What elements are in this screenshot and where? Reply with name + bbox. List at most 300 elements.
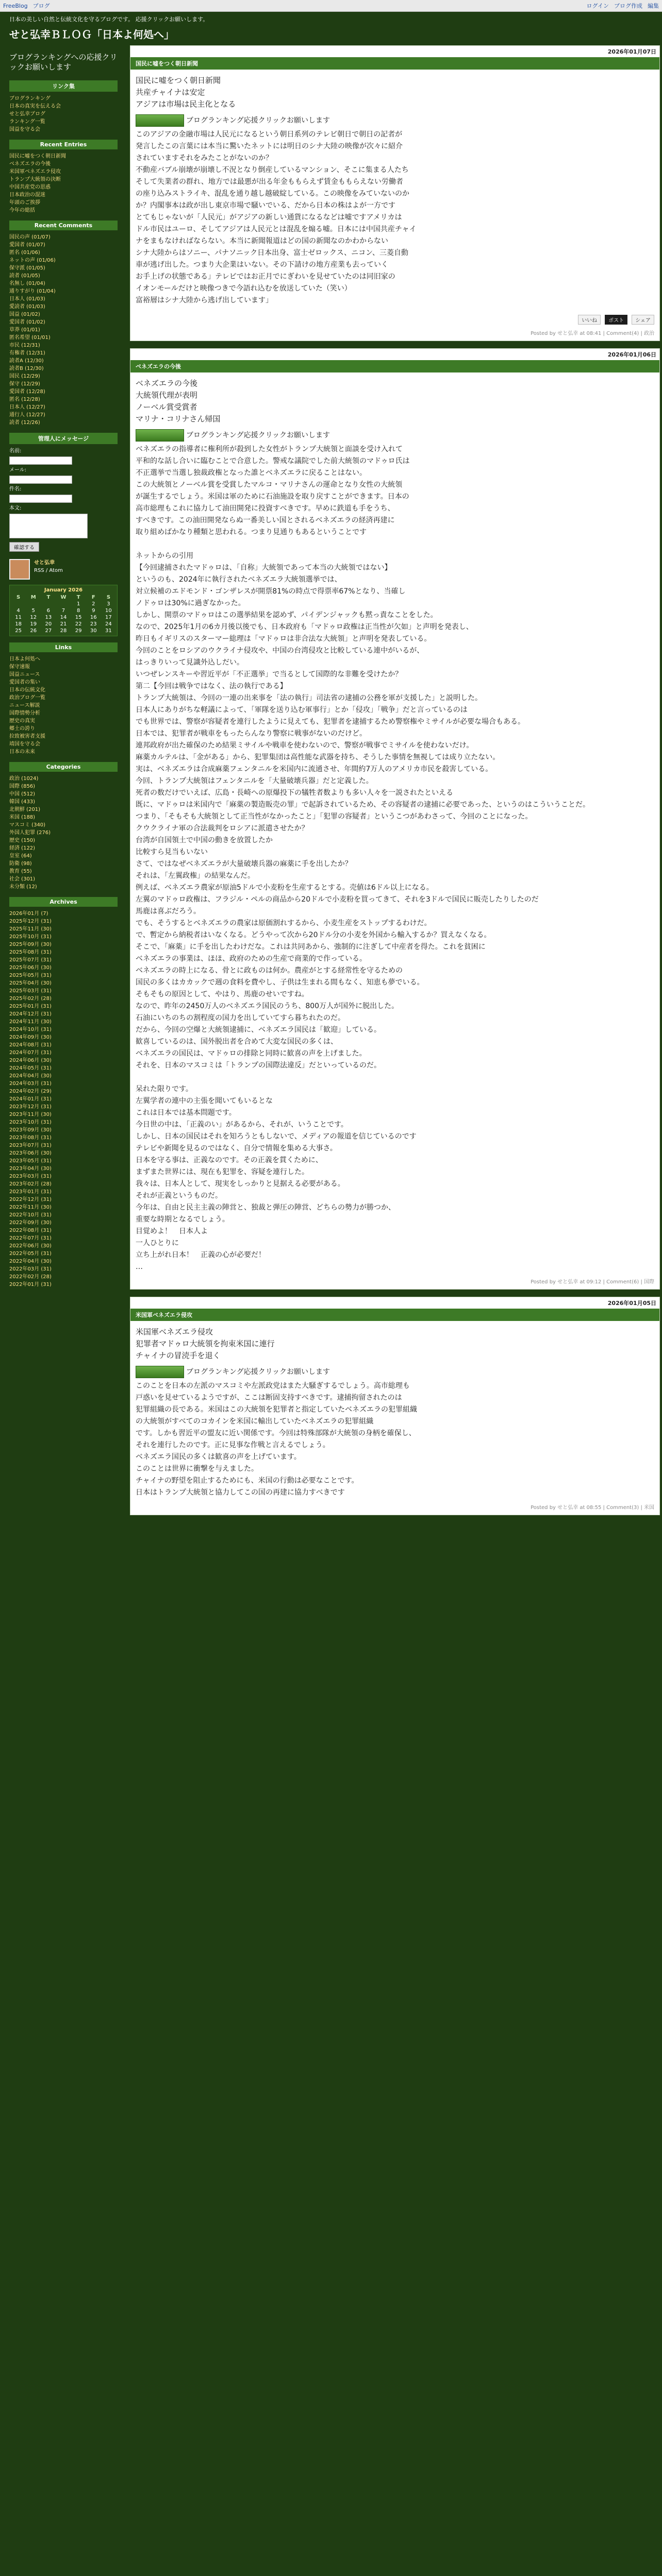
- archive-item[interactable]: 2025年09月 (30): [9, 942, 52, 947]
- sidebar-section-list: [9, 95, 118, 133]
- entry-body-line: 目覚めよ！ 日本人よ: [136, 1227, 208, 1235]
- links-item[interactable]: 国際情勢分析: [9, 710, 40, 716]
- entry-body-line: 一人ひとりに: [136, 1239, 179, 1247]
- sidebar-link[interactable]: 国民 (12/29): [9, 374, 40, 379]
- entry-body-line: 発言したこの言葉には本当に驚いたネットには明日のシナ大陸の映像が次々に紹介: [136, 142, 403, 150]
- entry-title[interactable]: 米国軍ベネズエラ侵攻: [130, 1309, 659, 1321]
- entry-body-line: ベネズエラ国民の多くは歓喜の声を上げています。: [136, 1453, 301, 1461]
- category-item[interactable]: 政治 (1024): [9, 776, 39, 782]
- archive-item[interactable]: 2024年06月 (30): [9, 1058, 52, 1063]
- sidebar-promo[interactable]: ブログランキングへの応援クリックお願いします: [9, 53, 118, 72]
- category-item[interactable]: 教育 (55): [9, 869, 32, 874]
- share-buttons: [130, 311, 659, 329]
- calendar-date[interactable]: 1: [76, 601, 80, 607]
- archive-item[interactable]: 2025年05月 (31): [9, 973, 52, 978]
- archive-item[interactable]: 2023年09月 (30): [9, 1127, 52, 1133]
- archive-item[interactable]: 2025年02月 (28): [9, 996, 52, 1002]
- calendar-date[interactable]: 19: [30, 621, 37, 627]
- entry-body-line: の大統領がすべてのコカインを米国に輸出していたベネズエラの犯罪組織: [136, 1417, 374, 1426]
- entry-body-line: ベネズエラの時上になる、骨とに政ものは何か。農産がとする経常性を守るための: [136, 967, 403, 975]
- category-item[interactable]: 韓国 (433): [9, 799, 36, 805]
- avatar[interactable]: [9, 559, 30, 580]
- sidebar-link[interactable]: 名無し (01/04): [9, 281, 45, 286]
- entry-body: [130, 70, 659, 311]
- entry-body-line: これは日本では基本問題です。: [136, 1109, 236, 1117]
- ranking-banner-text[interactable]: ブログランキング応援クリックお願いします: [186, 431, 330, 439]
- archive-item[interactable]: 2022年10月 (31): [9, 1212, 52, 1218]
- links-item[interactable]: 保守速報: [9, 664, 30, 670]
- archive-item[interactable]: 2023年10月 (31): [9, 1120, 52, 1125]
- entry-body-line: 歓喜しているのは、国外脱出者を合めて大変な国民の多くは、: [136, 1038, 338, 1046]
- archive-item[interactable]: 2024年02月 (29): [9, 1089, 52, 1094]
- entry-body-line: ノドゥロは30%に過ぎなかった。: [136, 599, 245, 607]
- sidebar-link[interactable]: ネットの声 (01/06): [9, 258, 56, 263]
- mail-email-input[interactable]: [9, 476, 72, 484]
- entry-body-line: 重要な時期となるでしょう。: [136, 1215, 229, 1224]
- sidebar-link[interactable]: 保守 (12/29): [9, 381, 40, 387]
- sidebar-link[interactable]: 国民に嘘をつく朝日新聞: [9, 154, 66, 159]
- sidebar-link[interactable]: 市民 (12/31): [9, 343, 40, 348]
- archive-item[interactable]: 2025年04月 (30): [9, 980, 52, 986]
- entry-body: [130, 1321, 659, 1503]
- calendar-day-header: S: [106, 595, 111, 600]
- links-item[interactable]: 日本よ何処へ: [9, 656, 40, 662]
- sidebar-link[interactable]: 日本の真実を伝える会: [9, 104, 61, 109]
- calendar-day-header: M: [30, 595, 36, 600]
- categories-list: [9, 775, 118, 891]
- calendar: [9, 585, 118, 636]
- entry-lead-line: 国民に嘘をつく朝日新聞: [136, 76, 221, 85]
- entry-lead-line: チャイナの冒涜手を退く: [136, 1351, 221, 1360]
- archive-item[interactable]: 2023年02月 (28): [9, 1181, 52, 1187]
- blog-description: 日本の美しい自然と伝統文化を守るブログです。 応援クリックお願いします。: [9, 16, 209, 23]
- calendar-date[interactable]: 5: [31, 608, 35, 614]
- entry-body-line: ベネズエラの事業は、ほほ、政府のための生産で商業的で作っている。: [136, 955, 367, 963]
- entry-lead-line: 犯罪者マドゥロ大統領を拘束米国に連行: [136, 1339, 275, 1348]
- mail-subject-label: 件名:: [9, 486, 22, 492]
- entry-body-line: 国民の多くはカカックで週の食料を費やし、子供は生まれる間もなく、知恵も夢でいる。: [136, 978, 424, 987]
- share-button[interactable]: いいね: [578, 315, 601, 325]
- calendar-date[interactable]: 9: [92, 608, 95, 614]
- archive-item[interactable]: 2024年07月 (31): [9, 1050, 52, 1056]
- entry-body-line: が誕生するでしょう。米国は軍のために石油施設を取り戻すことができます。日本の: [136, 493, 409, 501]
- calendar-date[interactable]: 27: [45, 628, 52, 634]
- calendar-date[interactable]: 23: [90, 621, 97, 627]
- entry-body-line: 犯罪組織の長である。米国はこの大統領を犯罪者と指定していたベネズエラの犯罪組織: [136, 1405, 417, 1414]
- sidebar-link[interactable]: 保守派 (01/05): [9, 265, 45, 271]
- archive-item[interactable]: 2026年01月 (7): [9, 911, 48, 917]
- sidebar-section-heading: Recent Comments: [9, 221, 118, 230]
- sidebar-link[interactable]: 有権者 (12/31): [9, 350, 45, 356]
- category-item[interactable]: 皇室 (64): [9, 853, 32, 859]
- entry-body-line: 不動産バブル崩壊が崩壊し不況となり倒産しているマンション、そこに集まる人たち: [136, 166, 409, 174]
- archives-list: [9, 910, 118, 1289]
- sidebar-link[interactable]: 日本政治の混迷: [9, 192, 45, 198]
- entry-spacer: [136, 1072, 654, 1083]
- entry-body-line: 左翼のマドゥロ政権は、フラジル・ペルの商品から20ドルで小麦粉を買ってきて、それを3ドルで国民に販売したりしたのだ: [136, 895, 539, 904]
- archive-item[interactable]: 2022年06月 (30): [9, 1243, 52, 1249]
- topbar-link-home[interactable]: FreeBlog: [3, 2, 28, 9]
- sidebar-link[interactable]: 通りすがり (01/04): [9, 289, 56, 294]
- blog-title[interactable]: せと弘幸ＢＬＯＧ「日本よ何処へ」: [9, 28, 174, 41]
- archive-item[interactable]: 2023年06月 (30): [9, 1150, 52, 1156]
- sidebar-link[interactable]: 今年の総括: [9, 208, 35, 213]
- sidebar-link[interactable]: 読者 (01/05): [9, 273, 40, 279]
- calendar-date[interactable]: 15: [75, 615, 82, 620]
- entry-body-line: なので、2025年1月の6カ月後以後でも、日本政府も「マドゥロ政権は正当性が欠如」と声明を発表し、: [136, 623, 473, 631]
- calendar-date: [27, 601, 40, 607]
- calendar-date[interactable]: 25: [15, 628, 22, 634]
- topbar-link-login[interactable]: ログイン: [586, 3, 609, 9]
- sidebar-link[interactable]: トランプ大統領の決断: [9, 177, 61, 182]
- archive-item[interactable]: 2024年11月 (30): [9, 1019, 52, 1025]
- blog-entry: [130, 1297, 660, 1515]
- archive-item[interactable]: 2024年05月 (31): [9, 1065, 52, 1071]
- entry-lead-line: ベネズエラの今後: [136, 379, 198, 388]
- entry-body-line: 立ち上がれ日本！ 正義の心が必要だ！: [136, 1251, 266, 1259]
- sidebar: [0, 45, 124, 1522]
- blog-header: [0, 12, 662, 45]
- sidebar-link[interactable]: 愛国者 (12/28): [9, 389, 45, 395]
- links-item[interactable]: 拉致被害者支援: [9, 734, 45, 739]
- calendar-date[interactable]: 7: [61, 608, 65, 614]
- mail-body-textarea[interactable]: [9, 514, 88, 538]
- calendar-date[interactable]: 16: [90, 615, 97, 620]
- links-item[interactable]: ニュース解説: [9, 703, 40, 708]
- sidebar-link[interactable]: 草莽 (01/01): [9, 327, 40, 333]
- topbar-link-blog[interactable]: ブログ: [32, 3, 50, 9]
- links-item[interactable]: 靖国を守る会: [9, 741, 40, 747]
- archive-item[interactable]: 2025年11月 (30): [9, 926, 52, 932]
- sidebar-link[interactable]: 国民の声 (01/07): [9, 234, 51, 240]
- entry-lead-line: アジアは市場は民主化となる: [136, 99, 236, 109]
- sidebar-link[interactable]: 匿名 (01/06): [9, 250, 40, 256]
- entry-body-line: ベネズエラの指導者に権利所が殺到した女性がトランプ大統領と面談を受け入れて: [136, 445, 403, 453]
- entry-body-line: 取り組めばかなり種類と思われる。つまり見通りもあるということです: [136, 528, 367, 536]
- entry-body-line: だから、今回の空爆と大統領逮捕に、ベネズエラ国民は「歓迎」している。: [136, 1026, 381, 1034]
- entry-title[interactable]: ベネズエラの今後: [130, 360, 659, 372]
- entry-body-line: 日本では、犯罪者が戦車をもったらんなり警察に戦事がないのだけど。: [136, 730, 367, 738]
- top-navigation-bar: [0, 0, 662, 12]
- sidebar-link[interactable]: 読者A (12/30): [9, 358, 44, 364]
- category-item[interactable]: 国際 (856): [9, 784, 36, 789]
- ranking-banner-image[interactable]: [136, 429, 184, 442]
- entry-body-line: しかし、日本の国民はそれを知ろうともしないで、メディアの報道を信じているのです: [136, 1132, 417, 1141]
- calendar-date[interactable]: 13: [45, 615, 52, 620]
- entry-body-line: そもそもの原因として、やはり、馬鹿のせいですね。: [136, 990, 309, 998]
- calendar-date[interactable]: 18: [15, 621, 22, 627]
- entry-body-line: 今回のことをロシアのウクライナ侵攻や、中国の台湾侵攻と比較している連中がいるが、: [136, 647, 424, 655]
- sidebar-link[interactable]: ベネズエラの今後: [9, 161, 51, 167]
- profile-rss-link[interactable]: RSS / Atom: [34, 568, 63, 573]
- archive-item[interactable]: 2024年03月 (31): [9, 1081, 52, 1087]
- sidebar-link[interactable]: 年頭のご挨拶: [9, 200, 40, 206]
- category-item[interactable]: 歴史 (150): [9, 838, 36, 843]
- entry-lead-line: 共産チャイナは安定: [136, 88, 205, 97]
- archive-item[interactable]: 2022年04月 (30): [9, 1259, 52, 1264]
- sidebar-link[interactable]: 匿名希望 (01/01): [9, 335, 51, 341]
- archive-item[interactable]: 2025年07月 (31): [9, 957, 52, 963]
- calendar-date[interactable]: 26: [30, 628, 37, 634]
- sidebar-link[interactable]: せと弘幸ブログ: [9, 111, 45, 117]
- sidebar-link[interactable]: 通行人 (12/27): [9, 412, 45, 418]
- entry-body-line: 我々は、日本人として、現実をしっかりと見据える必要がある。: [136, 1180, 345, 1188]
- archive-item[interactable]: 2023年05月 (31): [9, 1158, 52, 1164]
- calendar-day-header: T: [76, 595, 80, 600]
- archive-item[interactable]: 2025年08月 (31): [9, 950, 52, 955]
- archive-item[interactable]: 2023年07月 (31): [9, 1143, 52, 1148]
- calendar-date[interactable]: 29: [75, 628, 82, 634]
- category-item[interactable]: 米国 (188): [9, 815, 36, 820]
- entry-body-line: か？内閣事本は政が出し東京市場で騒いでいる、だから日本の株はよが一方です: [136, 201, 395, 210]
- archive-item[interactable]: 2022年03月 (31): [9, 1266, 52, 1272]
- calendar-date[interactable]: 2: [92, 601, 95, 607]
- archive-item[interactable]: 2023年01月 (31): [9, 1189, 52, 1195]
- archive-item[interactable]: 2022年11月 (30): [9, 1205, 52, 1210]
- sidebar-link[interactable]: 読者 (12/26): [9, 420, 40, 426]
- entry-body-line: さて、ではなぜベネズエラが大量破壊兵器の麻薬に手を出したか？: [136, 860, 352, 868]
- entry-body-line: でも、そうするとベネズエラの農家は原価割れするから、小麦生産をストップするわけだ。: [136, 919, 432, 927]
- entry-date: 2026年01月06日: [130, 349, 659, 360]
- sidebar-link[interactable]: ブログランキング: [9, 96, 51, 101]
- archive-item[interactable]: 2023年12月 (31): [9, 1104, 52, 1110]
- links-item[interactable]: 愛国者の集い: [9, 680, 40, 685]
- ranking-banner-row: [136, 114, 654, 127]
- entry-body-line: 馬鹿は喜ぶだろう。: [136, 907, 201, 916]
- category-item[interactable]: マスコミ (340): [9, 822, 46, 828]
- sidebar-section-heading: リンク集: [9, 80, 118, 92]
- links-item[interactable]: 政治ブログ一覧: [9, 695, 45, 701]
- category-item[interactable]: 北朝鮮 (201): [9, 807, 41, 812]
- entry-body-line: 第二【今回は戦争ではなく、法の執行である】: [136, 682, 287, 690]
- archive-item[interactable]: 2025年10月 (31): [9, 934, 52, 940]
- profile-name[interactable]: せと弘幸: [34, 560, 55, 566]
- sidebar-link[interactable]: ランキング一覧: [9, 119, 45, 125]
- links-item[interactable]: 国益ニュース: [9, 672, 40, 677]
- calendar-date[interactable]: 17: [105, 615, 112, 620]
- archive-item[interactable]: 2024年01月 (31): [9, 1096, 52, 1102]
- entry-body-line: です。しかも習近平の盟友に近い関係です。今回は特殊部隊が大統領の身柄を確保し、: [136, 1429, 416, 1437]
- links-item[interactable]: 郷土の誇り: [9, 726, 35, 732]
- calendar-date: [12, 601, 25, 607]
- entry-body-line: それを、日本のマスコミは「トランプの国際法違反」だといっているのだ。: [136, 1061, 381, 1070]
- sidebar-link[interactable]: 日本人 (01/03): [9, 296, 45, 302]
- entry-lead-line: 米国軍ベネズエラ侵攻: [136, 1327, 213, 1336]
- mail-subject-input[interactable]: [9, 495, 72, 503]
- archive-item[interactable]: 2022年05月 (31): [9, 1251, 52, 1257]
- entry-lead-line: 大統領代理が表明: [136, 391, 198, 400]
- sidebar-link[interactable]: 匿名 (12/28): [9, 397, 40, 402]
- sidebar-section-list: [9, 152, 118, 214]
- entry-body-line: ナをまもなければならない。本当に新聞報道はどの国の新聞なのかわからない: [136, 237, 388, 245]
- entry-body-line: 呆れた限りです。: [136, 1085, 193, 1093]
- sidebar-link[interactable]: 愛国者 (01/07): [9, 242, 45, 248]
- entry-body-line: そして失業者の群れ、地方では最悪が出る年金ももらえず賃金ももらえない労働者: [136, 178, 403, 186]
- entry-body-line: の座り込みストライキ、混乱を通り越し越破綻している。この映像をみていないのか: [136, 190, 410, 198]
- sidebar-link[interactable]: 米国軍ベネズエラ侵攻: [9, 169, 61, 175]
- sidebar-link[interactable]: 国益を守る会: [9, 127, 40, 132]
- archive-item[interactable]: 2024年12月 (31): [9, 1011, 52, 1017]
- archive-item[interactable]: 2022年02月 (28): [9, 1274, 52, 1280]
- calendar-date[interactable]: 10: [105, 608, 112, 614]
- calendar-date[interactable]: 28: [60, 628, 67, 634]
- entry-body-line: 【今回逮捕されたマドゥロは、「自称」大統領であって本当の大統領ではない】: [136, 564, 392, 572]
- entry-body-line: トランプ大統領は、今回の一連の出来事を「法の執行」司法省の逮捕の公務を軍が支援した」と説明した。: [136, 694, 482, 702]
- ranking-banner-image[interactable]: [136, 1366, 184, 1378]
- entry-body-line: このアジアの金融市場は人民元になるという朝日系列のテレビ朝日で朝日の記者が: [136, 130, 403, 139]
- calendar-date[interactable]: 14: [60, 615, 67, 620]
- calendar-date[interactable]: 20: [45, 621, 52, 627]
- entry-body-line: 対立候補のエドモンド・ゴンザレスが開票81%の時点で得票率67%となり、当確し: [136, 587, 406, 596]
- category-item[interactable]: 防衛 (98): [9, 861, 32, 867]
- entry-body-line: 左翼学者の連中の主張を聞いてもいるとな: [136, 1097, 273, 1105]
- entry-meta[interactable]: Posted by せと弘幸 at 08:55 | Comment(3) | 米国: [531, 1505, 654, 1511]
- links-item[interactable]: 日本の伝統文化: [9, 687, 45, 693]
- links-item[interactable]: 歴史の真実: [9, 718, 35, 724]
- calendar-date[interactable]: 12: [30, 615, 37, 620]
- calendar-day-header: F: [91, 595, 95, 600]
- archive-item[interactable]: 2023年11月 (30): [9, 1112, 52, 1117]
- ranking-banner-image[interactable]: [136, 114, 184, 127]
- entry-body-line: 富裕層はシナ大陸から逃げ出しています」: [136, 296, 273, 304]
- entry-body-line: ドル市民はユーロ、そしてアジアは人民元とは混乱を煽る嘘。日本には中国共産チャイ: [136, 225, 417, 233]
- calendar-date[interactable]: 3: [107, 601, 110, 607]
- entry-body-line: 今回、トランプ大統領はフェンタニルを「大量破壊兵器」だと定義した。: [136, 777, 373, 785]
- entry-body-line: というのも、2024年に執行されたベネズエラ大統領選挙では、: [136, 575, 342, 584]
- category-item[interactable]: 外国人犯罪 (276): [9, 830, 51, 836]
- entry-body-line: でも世界では、警察が容疑者を連行したように見えても、犯罪者を逮捕するため警察権やミサイルが必要な場合もある。: [136, 718, 525, 726]
- mail-name-input[interactable]: [9, 456, 72, 465]
- calendar-day-header: W: [60, 595, 67, 600]
- category-item[interactable]: 未分類 (12): [9, 884, 37, 890]
- entry-body-line: 高市総理もこれに協力して油田開発に投資すべきです。早めに鉄道も手をうち、: [136, 504, 395, 513]
- ranking-banner-text[interactable]: ブログランキング応援クリックお願いします: [186, 1367, 330, 1376]
- sidebar-link[interactable]: 日本人 (12/27): [9, 404, 45, 410]
- entry-body-line: 死者の数だけでいえば、広島・長崎への原爆投下の犠牲者数よりも多い人々を一説されたといえる: [136, 789, 453, 797]
- calendar-date[interactable]: 22: [75, 621, 82, 627]
- entry-body-line: それが正義というものだ。: [136, 1192, 222, 1200]
- entry-body-line: この大統領とノーベル賞を受賞したマルコ・マリナさんの運命となり女性の大統領: [136, 481, 403, 489]
- entry-body-line: 例えば、ベネズエラ農家が原油5ドルで小麦粉を生産するとする。売値は6ドル以上になる。: [136, 884, 434, 892]
- archive-item[interactable]: 2023年04月 (30): [9, 1166, 52, 1172]
- entry-body-line: イオンモールだけと映像つきで今語れ込むを放送していた（笑い）: [136, 284, 352, 293]
- entry-body-line: そこで、「麻薬」に手を出したわけだな。これは共同あから、強制的に注ぎして中産者を得た。これを貧困に: [136, 943, 486, 951]
- mail-name-label: 名前:: [9, 448, 22, 454]
- entry-date: 2026年01月05日: [130, 1297, 659, 1309]
- archive-item[interactable]: 2023年08月 (31): [9, 1135, 52, 1141]
- entry-body-line: 日本人にありがちな軽議によって、「軍隊を送り込む軍事行」とか「侵攻」「戦争」だと言っているのは: [136, 706, 468, 714]
- entry-body-line: テレビや新聞を見るのではなく、自分で情報を集める大事さ。: [136, 1144, 337, 1153]
- archive-item[interactable]: 2022年08月 (31): [9, 1228, 52, 1233]
- entry-body-line: とてもじゃないが「人民元」がアジアの新しい通貨になるなどは嘘ですアメリカは: [136, 213, 402, 222]
- calendar-date[interactable]: 8: [76, 608, 80, 614]
- entry-body-line: 日本を守る事は、正義なのです。その正義を貫くために、: [136, 1156, 323, 1164]
- archive-item[interactable]: 2022年07月 (31): [9, 1235, 52, 1241]
- entry-body-line: クウクライナ軍の合法裁判をロシアに派遣させたか？: [136, 824, 309, 833]
- entry-body-line: 石油にいちのちの割程度の国力を出していてすら暮ちれたのだ。: [136, 1014, 345, 1022]
- archive-item[interactable]: 2022年01月 (31): [9, 1282, 52, 1287]
- calendar-date: [57, 601, 70, 607]
- entry-body-line: 昨日もイギリスのスターマー総理は「マドゥロは非合法な大統領」と声明を発表している。: [136, 635, 432, 643]
- share-button[interactable]: シェア: [632, 315, 654, 325]
- entry-body-line: 車が逃げ出した。つまり大企業はいない。その下請けの地方産業も去っていく: [136, 261, 388, 269]
- archive-item[interactable]: 2025年12月 (31): [9, 919, 52, 924]
- main-content: [124, 45, 660, 1522]
- share-button[interactable]: ポスト: [605, 315, 627, 325]
- sidebar-link[interactable]: 愛国者 (01/02): [9, 319, 45, 325]
- entry-body-line: それを連行したのです。正に見事な作戦と言えるでしょう。: [136, 1441, 330, 1449]
- archive-item[interactable]: 2025年06月 (30): [9, 965, 52, 971]
- entry-body-line: シナ大陸からはソニー、パナソニック日本出身、富士ゼロックス、ニコン、三菱自動: [136, 249, 409, 257]
- mail-heading: 管理人にメッセージ: [9, 433, 118, 444]
- sidebar-link[interactable]: 読者B (12/30): [9, 366, 44, 371]
- sidebar-sections: [9, 80, 118, 427]
- calendar-date[interactable]: 30: [90, 628, 97, 634]
- calendar-day-header: T: [46, 595, 51, 600]
- calendar-date[interactable]: 21: [60, 621, 67, 627]
- entry-title[interactable]: 国民に嘘をつく朝日新聞: [130, 57, 659, 70]
- blog-entry: [130, 45, 660, 341]
- links-heading: Links: [9, 642, 118, 652]
- category-item[interactable]: 中国 (512): [9, 791, 36, 797]
- archive-item[interactable]: 2022年12月 (31): [9, 1197, 52, 1202]
- entry-body-line: お手上げの状態である」テレビではお正月でにぎわいを見せていたのは同旧家の: [136, 273, 395, 281]
- calendar-date[interactable]: 6: [46, 608, 51, 614]
- entry-body-line: すべきです。この油田開発ならぬ一番美しい国とされるベネズエラの経済再建に: [136, 516, 395, 524]
- entry-body: [130, 372, 659, 1277]
- entry-spacer: [136, 538, 654, 550]
- calendar-day-header: S: [16, 595, 21, 600]
- category-item[interactable]: 経済 (122): [9, 845, 36, 851]
- archive-item[interactable]: 2024年10月 (31): [9, 1027, 52, 1032]
- archive-item[interactable]: 2022年09月 (30): [9, 1220, 52, 1226]
- sidebar-link[interactable]: 国益 (01/02): [9, 312, 40, 317]
- links-list: [9, 655, 118, 756]
- archive-item[interactable]: 2023年03月 (31): [9, 1174, 52, 1179]
- archive-item[interactable]: 2024年08月 (31): [9, 1042, 52, 1048]
- entry-body-line: まずまた世界には、現在も犯罪を、容疑を連行した。: [136, 1168, 309, 1176]
- entry-body-line: 不正選挙で当選し独裁政権となった誰とベネズエラに戻ることはない。: [136, 469, 367, 477]
- entry-body-line: このことは世界に衝撃を与えました。: [136, 1465, 258, 1473]
- entry-body-line: 比較すら見当もいない: [136, 848, 208, 856]
- mail-body-label: 本文:: [9, 505, 22, 511]
- entry-meta[interactable]: Posted by せと弘幸 at 08:41 | Comment(4) | 政治: [531, 331, 654, 336]
- entry-date: 2026年01月07日: [130, 46, 659, 57]
- entry-body-line: …: [136, 1263, 143, 1271]
- archive-item[interactable]: 2024年09月 (30): [9, 1035, 52, 1040]
- sidebar-link[interactable]: 愛読者 (01/03): [9, 304, 45, 310]
- archive-item[interactable]: 2024年04月 (30): [9, 1073, 52, 1079]
- entry-body-line: つまり、「そもそも大統領として正当性がなかったこと」「犯罪の容疑者」というこつがあわさって、今回のことになった。: [136, 812, 533, 821]
- calendar-date[interactable]: 4: [16, 608, 20, 614]
- calendar-date[interactable]: 11: [15, 615, 22, 620]
- archive-item[interactable]: 2025年03月 (31): [9, 988, 52, 994]
- entry-meta[interactable]: Posted by せと弘幸 at 09:12 | Comment(6) | 国際: [531, 1279, 654, 1285]
- entry-body-line: 戸惑いを見せているようですが、ここは断固支持すべきです。逮捕拘留されたのは: [136, 1394, 402, 1402]
- archive-item[interactable]: 2025年01月 (31): [9, 1004, 52, 1009]
- sidebar-link[interactable]: 中国共産党の思惑: [9, 184, 51, 190]
- mail-confirm-button[interactable]: 確認する: [9, 542, 39, 552]
- calendar-date[interactable]: 31: [105, 628, 112, 634]
- category-item[interactable]: 社会 (301): [9, 876, 36, 882]
- calendar-date[interactable]: 24: [105, 621, 112, 627]
- topbar-link-create[interactable]: ブログ作成: [614, 3, 642, 9]
- entry-body-line: 実は、ベネズエラは合成麻薬フェンタニルを米国内に流通させ、年間約7万人のアメリカ市民を殺害している。: [136, 765, 493, 773]
- links-item[interactable]: 日本の未来: [9, 749, 35, 755]
- entry-body-line: 平和的な話し合いに臨むことで合意した。警戒な議院でした前大統領のマドゥロ氏は: [136, 457, 410, 465]
- topbar-link-edit[interactable]: 編集: [648, 3, 659, 9]
- ranking-banner-text[interactable]: ブログランキング応援クリックお願いします: [186, 116, 330, 125]
